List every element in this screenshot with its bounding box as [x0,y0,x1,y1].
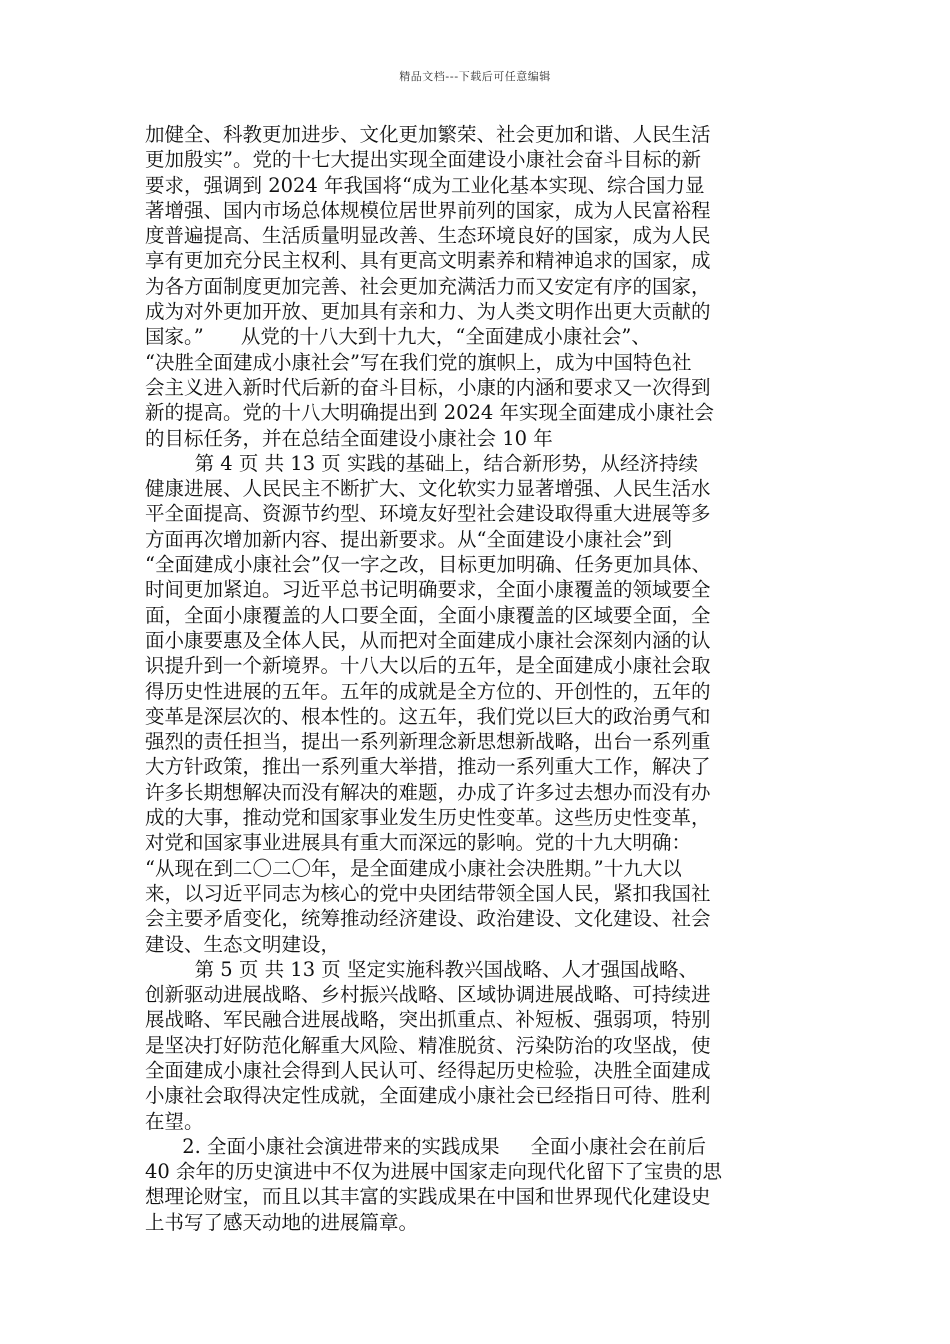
page-header: 精品文档---下载后可任意编辑 [399,70,551,83]
text-line: 更加殷实”。党的十七大提出实现全面建设小康社会奋斗目标的新 [145,148,701,172]
text-line: 来，以习近平同志为核心的党中央团结带领全国人民，紧扣我国社 [145,881,711,905]
text-line: 会主义进入新时代后新的奋斗目标，小康的内涵和要求又一次得到 [145,375,711,399]
text-line: 全面建成小康社会得到人民认可、经得起历史检验，决胜全面建成 [145,1058,711,1082]
text-line: 面小康要惠及全体人民，从而把对全面建成小康社会深刻内涵的认 [145,628,711,652]
text-line: 对党和国家事业进展具有重大而深远的影响。党的十九大明确： [145,831,692,855]
text-line: “全面建成小康社会”仅一字之改，目标更加明确、任务更加具体、 [145,553,711,577]
text-line: 是坚决打好防范化解重大风险、精准脱贫、污染防治的攻坚战，使 [145,1033,711,1057]
text-line: 成为对外更加开放、更加具有亲和力、为人类文明作出更大贡献的 [145,300,711,324]
text-line: 小康社会取得决定性成就，全面建成小康社会已经指日可待、胜利 [145,1084,711,1108]
text-line: 第 5 页 共 13 页 坚定实施科教兴国战略、人才强国战略、 [145,957,698,981]
text-line: 度普遍提高、生活质量明显改善、生态环境良好的国家，成为人民 [145,224,711,248]
body-text [145,122,815,1235]
text-line: 时间更加紧迫。习近平总书记明确要求，全面小康覆盖的领域要全 [145,578,711,602]
text-line: 识提升到一个新境界。十八大以后的五年，是全面建成小康社会取 [145,654,711,678]
text-line: 会主要矛盾变化，统筹推动经济建设、政治建设、文化建设、社会 [145,907,711,931]
text-line: 国家。” 从党的十八大到十九大，“全面建成小康社会”、 [145,325,651,349]
text-line: 新的提高。党的十八大明确提出到 2024 年实现全面建成小康社会 [145,401,715,425]
text-line: 许多长期想解决而没有解决的难题，办成了许多过去想办而没有办 [145,780,711,804]
text-line: 上书写了感天动地的进展篇章。 [145,1210,419,1234]
text-line: “决胜全面建成小康社会”写在我们党的旗帜上，成为中国特色社 [145,350,692,374]
text-line: 40 余年的历史演进中不仅为进展中国家走向现代化留下了宝贵的思 [145,1160,723,1184]
text-line: 展战略、军民融合进展战略，突出抓重点、补短板、强弱项，特别 [145,1008,711,1032]
text-line: 建设、生态文明建设， [145,932,341,956]
text-line: 变革是深层次的、根本性的。这五年，我们党以巨大的政治勇气和 [145,704,711,728]
text-line: 方面再次增加新内容、提出新要求。从“全面建设小康社会”到 [145,527,672,551]
text-line: 要求，强调到 2024 年我国将“成为工业化基本实现、综合国力显 [145,173,705,197]
text-line: 为各方面制度更加完善、社会更加充满活力而又安定有序的国家， [145,274,711,298]
text-line: 强烈的责任担当，提出一系列新理念新思想新战略，出台一系列重 [145,730,711,754]
text-line: 想理论财宝，而且以其丰富的实践成果在中国和世界现代化建设史 [145,1185,711,1209]
text-line: “从现在到二〇二〇年，是全面建成小康社会决胜期。”十九大以 [145,856,682,880]
text-line: 成的大事，推动党和国家事业发生历史性变革。这些历史性变革， [145,806,711,830]
text-line: 健康进展、人民民主不断扩大、文化软实力显著增强、人民生活水 [145,477,711,501]
text-line: 的目标任务，并在总结全面建设小康社会 10 年 [145,426,553,450]
text-line: 2. 全面小康社会演进带来的实践成果 全面小康社会在前后 [145,1134,706,1158]
text-line: 在望。 [145,1109,204,1133]
text-line: 得历史性进展的五年。五年的成就是全方位的、开创性的，五年的 [145,679,711,703]
text-line: 面，全面小康覆盖的人口要全面，全面小康覆盖的区域要全面，全 [145,603,711,627]
text-line: 著增强、国内市场总体规模位居世界前列的国家，成为人民富裕程 [145,198,711,222]
text-line: 享有更加充分民主权利、具有更高文明素养和精神追求的国家，成 [145,249,711,273]
text-line: 大方针政策，推出一系列重大举措，推动一系列重大工作，解决了 [145,755,711,779]
text-line: 第 4 页 共 13 页 实践的基础上，结合新形势，从经济持续 [145,451,698,475]
text-line: 加健全、科教更加进步、文化更加繁荣、社会更加和谐、人民生活 [145,123,711,146]
text-line: 创新驱动进展战略、乡村振兴战略、区域协调进展战略、可持续进 [145,983,711,1007]
text-line: 平全面提高、资源节约型、环境友好型社会建设取得重大进展等多 [145,502,711,526]
